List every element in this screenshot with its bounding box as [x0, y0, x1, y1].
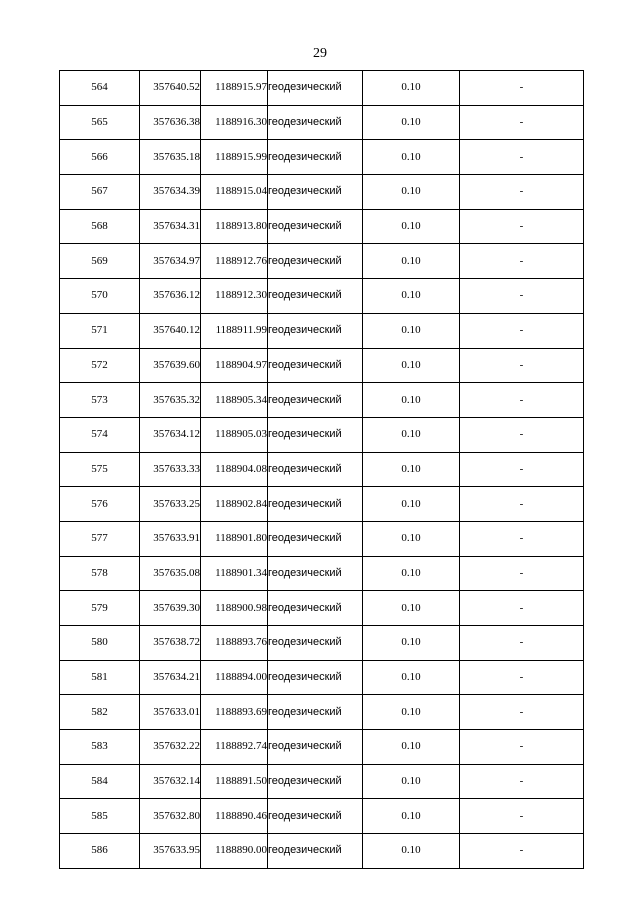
x-coordinate-cell: 357635.18 — [140, 140, 201, 175]
description-cell: - — [460, 209, 584, 244]
point-number-cell: 575 — [60, 452, 140, 487]
table-row — [60, 209, 584, 244]
x-coordinate-cell: 357634.12 — [140, 417, 201, 452]
x-coordinate-cell: 357638.72 — [140, 626, 201, 661]
point-number-cell: 570 — [60, 279, 140, 314]
point-number-cell: 565 — [60, 105, 140, 140]
description-cell: - — [460, 279, 584, 314]
coordinates-table — [59, 70, 584, 869]
description-cell: - — [460, 799, 584, 834]
method-cell: геодезический — [268, 383, 363, 418]
y-coordinate-cell: 1188901.80 — [201, 521, 268, 556]
y-coordinate-cell: 1188904.08 — [201, 452, 268, 487]
table-row — [60, 383, 584, 418]
point-number-cell: 564 — [60, 71, 140, 106]
y-coordinate-cell: 1188905.34 — [201, 383, 268, 418]
table-row — [60, 521, 584, 556]
method-cell: геодезический — [268, 730, 363, 765]
description-cell: - — [460, 487, 584, 522]
point-number-cell: 566 — [60, 140, 140, 175]
point-number-cell: 585 — [60, 799, 140, 834]
accuracy-cell: 0.10 — [363, 348, 460, 383]
accuracy-cell: 0.10 — [363, 105, 460, 140]
method-cell: геодезический — [268, 209, 363, 244]
y-coordinate-cell: 1188913.80 — [201, 209, 268, 244]
y-coordinate-cell: 1188900.98 — [201, 591, 268, 626]
x-coordinate-cell: 357632.80 — [140, 799, 201, 834]
method-cell: геодезический — [268, 140, 363, 175]
accuracy-cell: 0.10 — [363, 591, 460, 626]
point-number-cell: 574 — [60, 417, 140, 452]
method-cell: геодезический — [268, 764, 363, 799]
y-coordinate-cell: 1188915.04 — [201, 175, 268, 210]
y-coordinate-cell: 1188893.76 — [201, 626, 268, 661]
x-coordinate-cell: 357634.39 — [140, 175, 201, 210]
description-cell: - — [460, 660, 584, 695]
x-coordinate-cell: 357639.60 — [140, 348, 201, 383]
x-coordinate-cell: 357635.32 — [140, 383, 201, 418]
table-row — [60, 487, 584, 522]
description-cell: - — [460, 764, 584, 799]
table-row — [60, 105, 584, 140]
description-cell: - — [460, 348, 584, 383]
accuracy-cell: 0.10 — [363, 383, 460, 418]
table-row — [60, 244, 584, 279]
description-cell: - — [460, 383, 584, 418]
table-row — [60, 348, 584, 383]
table-row — [60, 140, 584, 175]
table-row — [60, 556, 584, 591]
accuracy-cell: 0.10 — [363, 175, 460, 210]
x-coordinate-cell: 357640.12 — [140, 313, 201, 348]
method-cell: геодезический — [268, 105, 363, 140]
method-cell: геодезический — [268, 626, 363, 661]
point-number-cell: 577 — [60, 521, 140, 556]
accuracy-cell: 0.10 — [363, 452, 460, 487]
x-coordinate-cell: 357633.33 — [140, 452, 201, 487]
description-cell: - — [460, 626, 584, 661]
x-coordinate-cell: 357633.01 — [140, 695, 201, 730]
accuracy-cell: 0.10 — [363, 417, 460, 452]
description-cell: - — [460, 71, 584, 106]
y-coordinate-cell: 1188912.76 — [201, 244, 268, 279]
point-number-cell: 582 — [60, 695, 140, 730]
x-coordinate-cell: 357634.21 — [140, 660, 201, 695]
accuracy-cell: 0.10 — [363, 799, 460, 834]
accuracy-cell: 0.10 — [363, 764, 460, 799]
accuracy-cell: 0.10 — [363, 521, 460, 556]
x-coordinate-cell: 357633.95 — [140, 834, 201, 869]
x-coordinate-cell: 357632.22 — [140, 730, 201, 765]
accuracy-cell: 0.10 — [363, 626, 460, 661]
method-cell: геодезический — [268, 452, 363, 487]
method-cell: геодезический — [268, 313, 363, 348]
y-coordinate-cell: 1188902.84 — [201, 487, 268, 522]
table-row — [60, 279, 584, 314]
point-number-cell: 578 — [60, 556, 140, 591]
x-coordinate-cell: 357634.31 — [140, 209, 201, 244]
point-number-cell: 576 — [60, 487, 140, 522]
method-cell: геодезический — [268, 660, 363, 695]
y-coordinate-cell: 1188911.99 — [201, 313, 268, 348]
x-coordinate-cell: 357633.25 — [140, 487, 201, 522]
method-cell: геодезический — [268, 417, 363, 452]
point-number-cell: 573 — [60, 383, 140, 418]
description-cell: - — [460, 244, 584, 279]
accuracy-cell: 0.10 — [363, 71, 460, 106]
point-number-cell: 571 — [60, 313, 140, 348]
method-cell: геодезический — [268, 244, 363, 279]
coordinates-table-body — [60, 71, 584, 869]
method-cell: геодезический — [268, 521, 363, 556]
method-cell: геодезический — [268, 175, 363, 210]
y-coordinate-cell: 1188893.69 — [201, 695, 268, 730]
accuracy-cell: 0.10 — [363, 556, 460, 591]
y-coordinate-cell: 1188915.99 — [201, 140, 268, 175]
point-number-cell: 580 — [60, 626, 140, 661]
table-row — [60, 660, 584, 695]
x-coordinate-cell: 357632.14 — [140, 764, 201, 799]
y-coordinate-cell: 1188912.30 — [201, 279, 268, 314]
accuracy-cell: 0.10 — [363, 140, 460, 175]
method-cell: геодезический — [268, 71, 363, 106]
y-coordinate-cell: 1188915.97 — [201, 71, 268, 106]
table-row — [60, 71, 584, 106]
y-coordinate-cell: 1188894.00 — [201, 660, 268, 695]
description-cell: - — [460, 313, 584, 348]
x-coordinate-cell: 357634.97 — [140, 244, 201, 279]
y-coordinate-cell: 1188916.30 — [201, 105, 268, 140]
table-row — [60, 730, 584, 765]
method-cell: геодезический — [268, 834, 363, 869]
y-coordinate-cell: 1188890.00 — [201, 834, 268, 869]
accuracy-cell: 0.10 — [363, 279, 460, 314]
table-row — [60, 626, 584, 661]
description-cell: - — [460, 417, 584, 452]
table-row — [60, 799, 584, 834]
method-cell: геодезический — [268, 279, 363, 314]
y-coordinate-cell: 1188892.74 — [201, 730, 268, 765]
x-coordinate-cell: 357636.12 — [140, 279, 201, 314]
method-cell: геодезический — [268, 799, 363, 834]
y-coordinate-cell: 1188891.50 — [201, 764, 268, 799]
method-cell: геодезический — [268, 695, 363, 730]
page-number: 29 — [313, 46, 327, 61]
accuracy-cell: 0.10 — [363, 660, 460, 695]
point-number-cell: 572 — [60, 348, 140, 383]
accuracy-cell: 0.10 — [363, 834, 460, 869]
point-number-cell: 568 — [60, 209, 140, 244]
table-row — [60, 834, 584, 869]
point-number-cell: 581 — [60, 660, 140, 695]
y-coordinate-cell: 1188905.03 — [201, 417, 268, 452]
description-cell: - — [460, 730, 584, 765]
table-row — [60, 764, 584, 799]
point-number-cell: 583 — [60, 730, 140, 765]
point-number-cell: 586 — [60, 834, 140, 869]
table-row — [60, 417, 584, 452]
description-cell: - — [460, 140, 584, 175]
description-cell: - — [460, 105, 584, 140]
accuracy-cell: 0.10 — [363, 487, 460, 522]
x-coordinate-cell: 357636.38 — [140, 105, 201, 140]
table-row — [60, 313, 584, 348]
method-cell: геодезический — [268, 348, 363, 383]
accuracy-cell: 0.10 — [363, 730, 460, 765]
y-coordinate-cell: 1188890.46 — [201, 799, 268, 834]
point-number-cell: 579 — [60, 591, 140, 626]
accuracy-cell: 0.10 — [363, 695, 460, 730]
description-cell: - — [460, 695, 584, 730]
accuracy-cell: 0.10 — [363, 244, 460, 279]
table-row — [60, 695, 584, 730]
description-cell: - — [460, 834, 584, 869]
y-coordinate-cell: 1188904.97 — [201, 348, 268, 383]
description-cell: - — [460, 556, 584, 591]
x-coordinate-cell: 357639.30 — [140, 591, 201, 626]
x-coordinate-cell: 357635.08 — [140, 556, 201, 591]
description-cell: - — [460, 591, 584, 626]
method-cell: геодезический — [268, 591, 363, 626]
table-row — [60, 175, 584, 210]
description-cell: - — [460, 452, 584, 487]
accuracy-cell: 0.10 — [363, 209, 460, 244]
y-coordinate-cell: 1188901.34 — [201, 556, 268, 591]
description-cell: - — [460, 175, 584, 210]
x-coordinate-cell: 357633.91 — [140, 521, 201, 556]
point-number-cell: 584 — [60, 764, 140, 799]
table-row — [60, 452, 584, 487]
method-cell: геодезический — [268, 556, 363, 591]
method-cell: геодезический — [268, 487, 363, 522]
table-row — [60, 591, 584, 626]
x-coordinate-cell: 357640.52 — [140, 71, 201, 106]
point-number-cell: 569 — [60, 244, 140, 279]
description-cell: - — [460, 521, 584, 556]
accuracy-cell: 0.10 — [363, 313, 460, 348]
point-number-cell: 567 — [60, 175, 140, 210]
